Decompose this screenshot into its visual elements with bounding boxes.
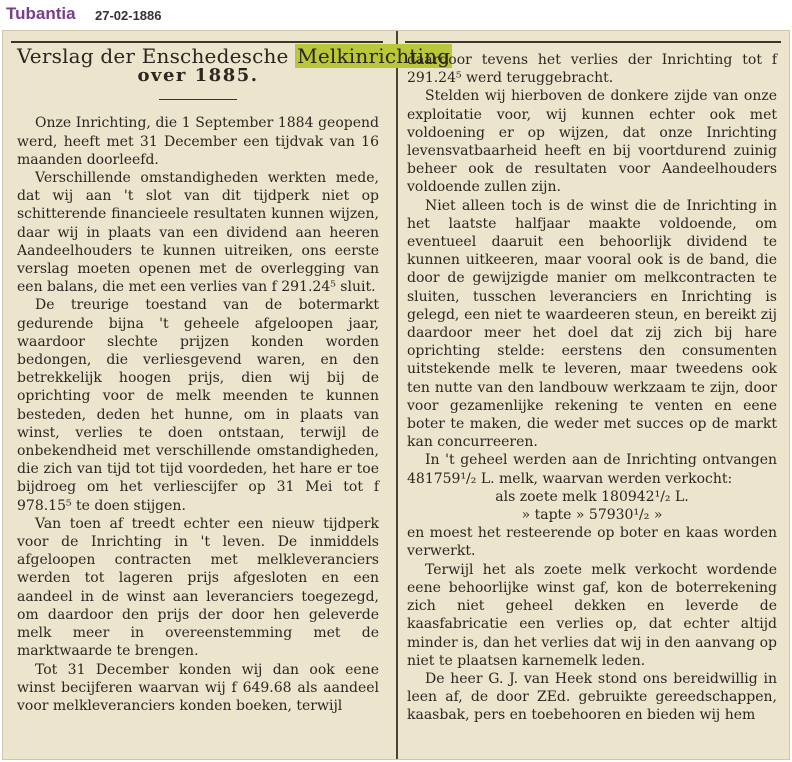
paragraph: De treurige toestand van de botermarkt gedurende bijna 't geheele afgeloopen jaar, waardoor slechte prijzen konden worden bedongen, die verliesgevend waren, en den betrekkelijk hoogen prijs, dien wij bij de oprichting voor de melk meenden te kunnen besteden, deden het hunne, om in plaats van winst, verlies te doen ontstaan, terwijl de onbekendheid met verschillende omstandigheden, die zich van tijd tot tijd voordeden, het hare er toe bijdroeg om het verliescijfer op 31 Mei tot f 978.15⁵ te doen stijgen. [17,297,379,514]
header-bar [0,0,792,30]
highlighted-term: Melkinrichting [297,44,451,68]
publication-date: 27-02-1886 [95,8,162,23]
newspaper-name: Tubantia [6,4,76,23]
sales-line: als zoete melk 180942¹/₂ L. [495,488,689,505]
left-column [17,31,451,715]
right-column [407,51,777,725]
paragraph: Terwijl het als zoete melk verkocht wordende eene behoorlijke winst gaf, kon de boterrekening zich niet geheel dekken en leverde de kaasfabricatie een verlies op, dat echter altijd minder is, dan het verlies dat wij in den aanvang op niet te plaatsen karnemelk leden. [407,561,777,669]
paragraph: Verschillende omstandigheden werkten mede, dat wij aan 't slot van dit tijdperk niet op schitterende financieele resultaten kunnen wijzen, daar wij in plaats van een dividend aan heeren Aandeelhouders te kunnen uitreiken, ons eerste verslag moeten openen met de overlegging van een balans, die met een verlies van f 291.24⁵ sluit. [17,170,379,296]
top-rule-right [405,41,781,43]
title-text: Verslag der Enschedesche [17,44,296,68]
article-title [17,44,451,68]
paragraph: De heer G. J. van Heek stond ons bereidwillig in leen af, de door ZEd. gebruikte gereedschappen, kaasbak, pers en toebehooren en bieden wij hem [407,670,777,724]
paragraph: Onze Inrichting, die 1 September 1884 geopend werd, heeft met 31 December een tijdvak van 16 maanden doorleefd. [17,115,379,168]
paragraph: Tot 31 December konden wij dan ook eene winst becijferen waarvan wij f 649.68 als aandeel voor melkleveranciers konden boeken, terwijl [17,661,379,714]
column-divider [396,31,398,760]
paragraph: Van toen af treedt echter een nieuw tijdperk voor de Inrichting in 't leven. De inmiddels afgeloopen contracten met melkleveranciers werden tot lageren prijs afgesloten en een aandeel in de winst aan leveranciers toegezegd, om daardoor den prijs der door hen geleverde melk meer in overeenstemming met de marktwaarde te brengen. [17,515,379,660]
paragraph: In 't geheel werden aan de Inrichting ontvangen 481759¹/₂ L. melk, waarvan werden verkocht: [407,452,777,487]
sales-line: » tapte » 57930¹/₂ » [521,507,663,524]
paragraph: Niet alleen toch is de winst die de Inrichting in het laatste halfjaar maakte voldoende, om eventueel daaruit een behoorlijk dividend te kunnen uitkeeren, maar vooral ook is de band, die door de gewijzigde manier om melkcontracten te sluiten, tusschen leveranciers en Inrichting is gelegd, een niet te waardeeren steun, en bereikt zij daardoor meer het doel dat zij zich bij hare oprichting stelde: eerstens den consumenten uitstekende melk te leveren, maar tweedens ook ten nutte van den landbouw werkzaam te zijn, door voor gezamenlijke rekening te venten en eene boter te maken, die weder met succes op de markt kan concurreeren. [407,197,777,451]
newspaper-clipping [2,30,790,760]
paragraph: daardoor tevens het verlies der Inrichting tot f 291.24⁵ werd teruggebracht. [407,52,777,87]
title-divider [159,99,237,100]
paragraph: en moest het resteerende op boter en kaas worden verwerkt. [407,525,777,560]
paragraph: Stelden wij hierboven de donkere zijde van onze exploitatie voor, wij kunnen echter ook met voldoening er op wijzen, dat onze Inrichting levensvatbaarheid heeft en bij voortdurend zuinig beheer ook de resultaten voor Aandeelhouders voldoende zullen zijn. [407,88,777,196]
article-subtitle: over 1885. [137,65,259,87]
